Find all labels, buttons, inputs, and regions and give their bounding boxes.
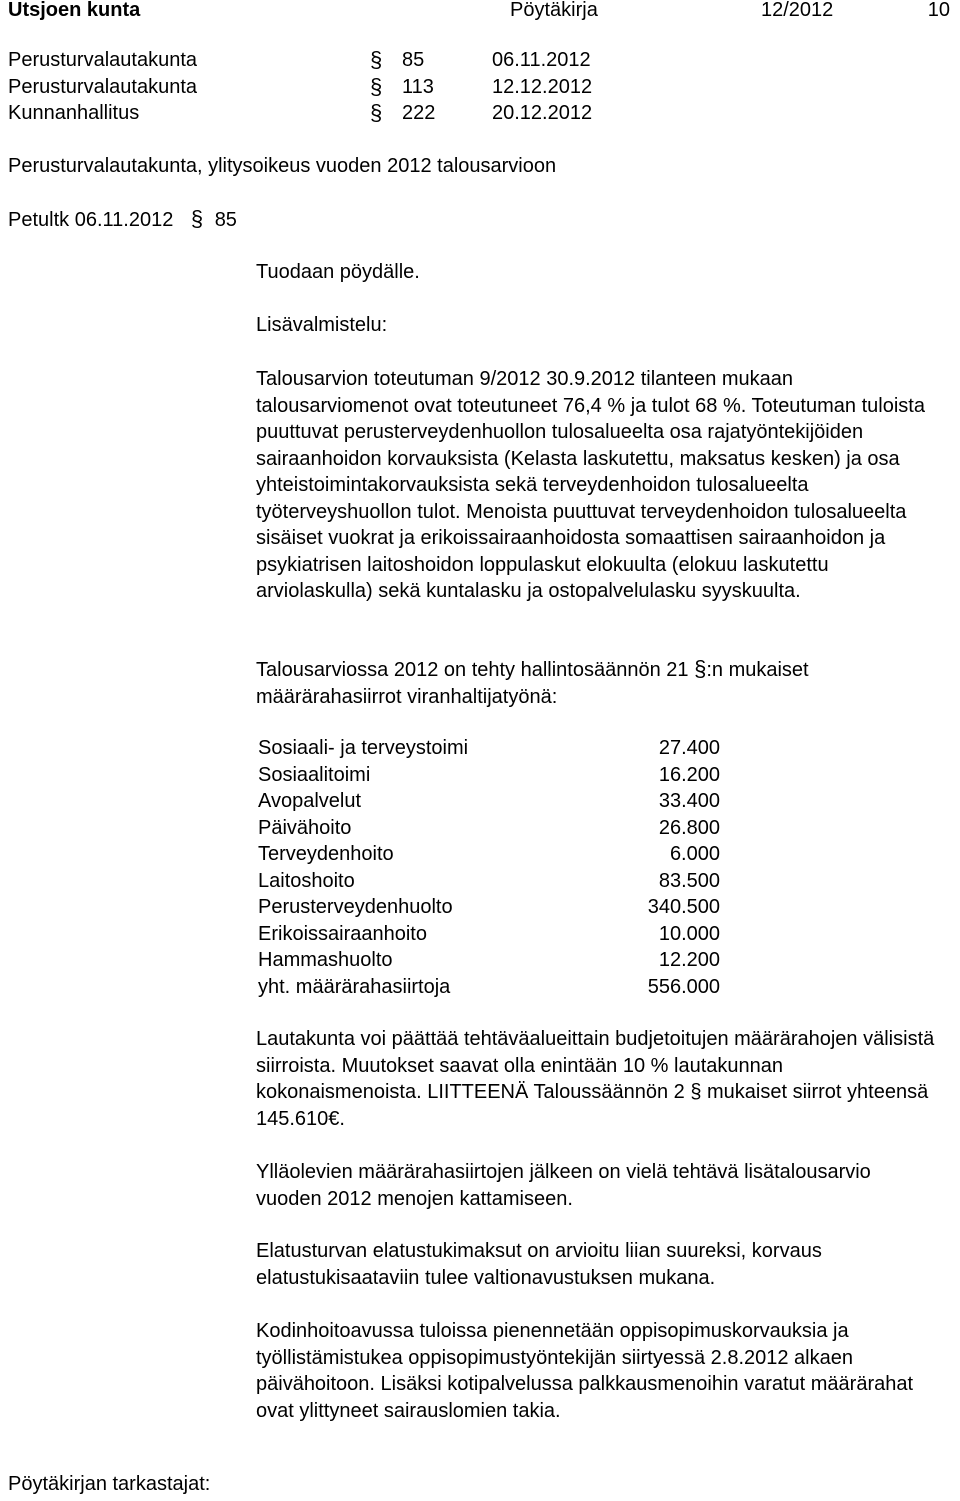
transfer-label: Sosiaali- ja terveystoimi [258, 737, 469, 759]
page-header [8, 0, 950, 25]
organization-name: Utsjoen kunta [8, 0, 141, 21]
paragraph-text: :n mukaiset määrärahasiirrot viranhaltijatyönä: [256, 659, 809, 708]
meta-section-number: 222 [402, 102, 436, 124]
table-row [258, 921, 720, 948]
meeting-reference [8, 206, 237, 234]
table-row [258, 815, 720, 842]
table-row [258, 894, 720, 921]
additional-prep-heading: Lisävalmistelu: [256, 314, 388, 336]
meta-body: Perusturvalautakunta [8, 49, 198, 71]
transfer-amount: 6.000 [669, 843, 720, 865]
paragraph-transfers-intro [256, 656, 936, 710]
transfer-amount: 83.500 [658, 869, 720, 892]
meta-date: 20.12.2012 [492, 102, 593, 124]
table-row [258, 841, 720, 868]
document-number: 12/2012 [761, 0, 834, 21]
meta-body: Kunnanhallitus [8, 102, 140, 124]
section-sign: § [694, 656, 707, 681]
tabled-note: Tuodaan pöydälle. [256, 261, 420, 283]
transfer-label: Erikoissairaanhoito [258, 922, 427, 945]
paragraph-text: Talousarviossa 2012 on tehty hallintosäännön 21 [256, 659, 695, 681]
table-row [258, 762, 720, 789]
transfer-amount: 16.200 [658, 763, 720, 786]
transfer-total-amount: 556.000 [647, 975, 720, 998]
paragraph-board-authority [256, 1026, 936, 1132]
transfer-amount: 10.000 [658, 922, 720, 945]
meta-date: 06.11.2012 [492, 49, 591, 71]
section-sign: § [370, 73, 383, 99]
meta-date: 12.12.2012 [492, 75, 593, 98]
paragraph-home-care: Kodinhoitoavussa tuloissa pienennetään oppisopimuskorvauksia ja työllistämistukea oppisopimustyöntekijän siirtyessä 2.8.2012 alkaen päivähoitoon. Lisäksi kotipalvelussa palkkausmenoihin varatut määrärahat ovat ylittyneet sairauslomien takia. [256, 1320, 914, 1422]
transfer-label: Päivähoito [258, 816, 352, 839]
transfer-amount: 12.200 [658, 949, 720, 971]
meta-body: Perusturvalautakunta [8, 75, 198, 98]
section-sign: § [190, 206, 204, 231]
transfer-label: Perusterveydenhuolto [258, 896, 453, 918]
paragraph-text: . [339, 1107, 345, 1130]
meeting-ref-number: 85 [214, 209, 237, 231]
transfer-label: Sosiaalitoimi [258, 763, 371, 786]
table-row [258, 947, 720, 974]
footer-inspectors-label: Pöytäkirjan tarkastajat: [8, 1473, 211, 1495]
subject-title: Perusturvalautakunta, ylitysoikeus vuoden 2012 talousarvioon [8, 155, 557, 177]
table-row [258, 868, 720, 895]
transfer-label: Laitoshoito [258, 869, 355, 892]
meta-section-number: 113 [402, 75, 434, 98]
paragraph-budget-realization: Talousarvion toteutuman 9/2012 30.9.2012 tilanteen mukaan talousarviomenot ovat toteutuneet 76,4 % ja tulot 68 %. Toteutuman tuloista puuttuvat perusterveydenhuollon tulosalueelta osa rajatyöntekijöiden sairaanhoidon korvauksista (Kelasta laskutettu, maksatus kesken) ja osa yhteistoimintakorvauksista sekä terveydenhoidon tulosalueelta työterveyshuollon tulot. Menoista puuttuvat terveydenhoidon tulosalueelta sisäiset vuokrat ja erikoissairaanhoidosta somaattisen sairaanhoidon ja psykiatrisen laitoshoidon loppulaskut elokuulta (elokuu laskutettu arviolaskulla) sekä kuntalasku ja ostopalvelulasku syyskuulta. [256, 368, 925, 602]
meta-section-number: 85 [402, 49, 425, 71]
paragraph-text: Lautakunta voi päättää tehtäväalueittain budjetoitujen määrärahojen välisistä siirroista. Muutokset saavat olla enintään 10 % lautakunnan kokonaismenoista. LIITTEENÄ Taloussäännön 2 § mukaiset siirrot yhteensä 145.610 [256, 1028, 935, 1130]
page-number: 10 [927, 0, 950, 21]
transfers-table [258, 735, 720, 1000]
transfer-amount: 27.400 [658, 737, 720, 759]
currency-sign: € [328, 1107, 340, 1130]
transfer-label: Terveydenhoito [258, 843, 394, 865]
transfer-amount: 340.500 [647, 896, 720, 918]
transfer-amount: 33.400 [658, 790, 720, 812]
table-row-total [258, 974, 720, 1001]
meeting-ref-prefix: Petultk 06.11.2012 [8, 209, 174, 231]
section-sign: § [370, 47, 383, 72]
paragraph-supplementary-budget: Ylläolevien määrärahasiirtojen jälkeen on vielä tehtävä lisätalousarvio vuoden 2012 menojen kattamiseen. [256, 1161, 871, 1210]
transfer-label: Hammashuolto [258, 949, 393, 971]
section-sign: § [370, 100, 383, 125]
table-row [258, 735, 720, 762]
transfer-label: Avopalvelut [258, 790, 362, 812]
transfer-total-label: yht. määrärahasiirtoja [258, 975, 451, 998]
document-type: Pöytäkirja [510, 0, 598, 21]
transfer-amount: 26.800 [658, 816, 720, 839]
table-row [258, 788, 720, 815]
paragraph-maintenance-support: Elatusturvan elatustukimaksut on arvioitu liian suureksi, korvaus elatustukisaataviin tulee valtionavustuksen mukana. [256, 1240, 822, 1289]
